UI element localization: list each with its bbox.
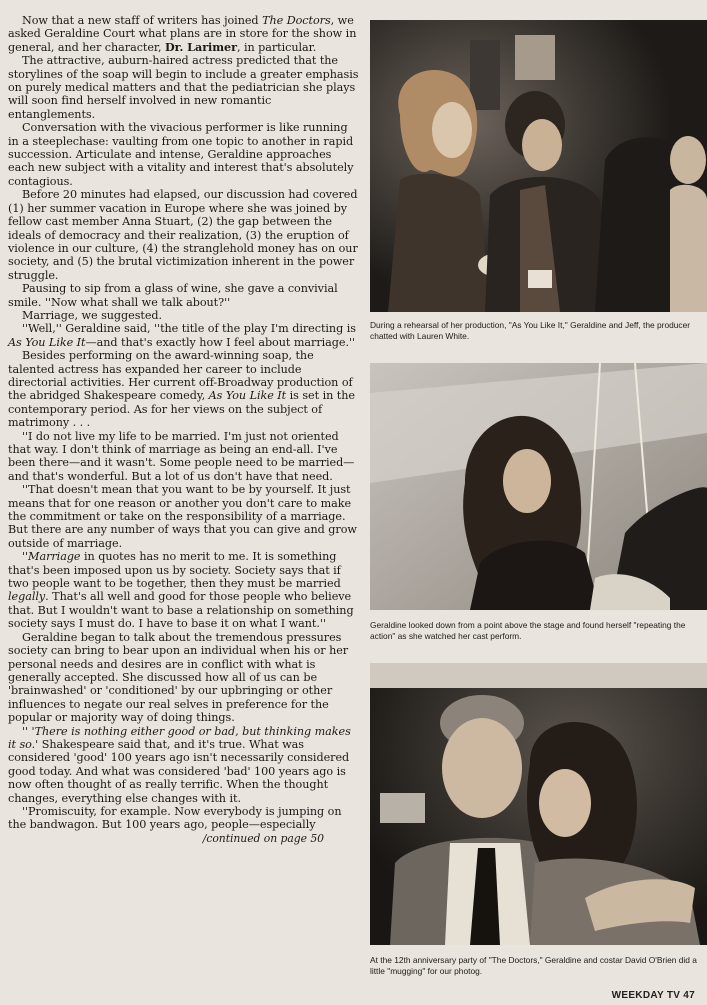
character-name: Dr. Larimer [165,39,237,54]
text: ''Well,'' Geraldine said, ''the title of the play I'm directing is [22,322,356,336]
continued-line: /continued on page 50 [202,831,324,845]
show-title: The Doctors [262,14,331,27]
text: —and that's exactly how I feel about marriage.'' [85,335,356,349]
text: . That's all well and good for those people who believe that. But I wouldn't want to base a relationship on something society says I must do. I have to base it on what I want.'' [8,590,354,631]
caption-anniversary-party: At the 12th anniversary party of "The Doctors," Geraldine and costar David O'Brien did a little "mugging" for our photog. [370,955,697,977]
caption-above-stage: Geraldine looked down from a point above the stage and found herself "repeating the action" as she watched her cast perform. [370,620,686,642]
text: legally [8,590,46,604]
text: in quotes has no merit to me. It is something that's been imposed upon us by society. Society says that if two people want to be together, then they must be married [8,550,341,591]
text: , in particular. [236,40,317,54]
paragraph-12: Geraldine began to talk about the tremendous pressures society can bring to bear upon an individual when his or her personal needs and desires are in conflict with what is generally accepted. She discussed how all of us can be 'brainwashed' or 'conditioned' by our upbringing or other influences to negate our real selves in preference for the popular or majority way of doing things. [8,630,349,725]
paragraph-11 [8,550,360,630]
text: is set in the contemporary period. As for her views on the subject of matrimony . . . [8,389,355,430]
paragraph-1 [8,14,360,54]
page-folio: WEEKDAY TV 47 [611,990,695,1001]
paragraph-4: Before 20 minutes had elapsed, our discussion had covered (1) her summer vacation in Europe where she was joined by fellow cast member Anna Stuart, (2) the gap between the ideals of democracy and their realization, (3) the eruption of violence in our culture, (4) the stranglehold money has on our society, and (5) the brutal victimization inherent in the power struggle. [8,188,358,282]
play-title: As You Like It [208,389,287,403]
caption-rehearsal: During a rehearsal of her production, "As You Like It," Geraldine and Jeff, the producer chatted with Lauren White. [370,320,691,342]
paragraph-9: ''I do not live my life to be married. I'm just not oriented that way. I don't think of marriage as being an end-all. I've been there—and it wasn't. Some people need to be married—and that's wonderful. But a lot of us don't have that need. [8,429,355,483]
paragraph-3: Conversation with the vivacious performer is like running in a steeplechase: vaulting from one topic to another in rapid succession. Articulate and intense, Geraldine approaches each new subject with a vitality and interest that's absolutely contagious. [8,121,354,188]
text: Now that a new staff of writers has joined [22,14,263,27]
play-title: As You Like It [8,335,86,349]
article-body [8,14,360,845]
text: ''Marriage [22,550,81,564]
paragraph-8 [8,349,360,429]
photo-above-stage [370,363,707,610]
text: Shakespeare said that, and it's true. What was considered 'good' 100 years ago isn't necessarily considered good today. And what was considered 'bad' 100 years ago is now often thought of as really terrific. When the thought changes, everything else changes with it. [8,737,350,805]
photo-rehearsal [370,20,707,312]
paragraph-13 [8,725,360,805]
paragraph-14: ''Promiscuity, for example. Now everybody is jumping on the bandwagon. But 100 years ago, people—especially [8,804,342,832]
paragraph-7 [8,322,360,349]
paragraph-10: ''That doesn't mean that you want to be by yourself. It just means that for one reason or another you don't care to make the commitment or take on the responsibility of a marriage. But there are any number of ways that you can give and grow outside of marriage. [8,483,357,550]
photo-anniversary-party [370,663,707,945]
text: , we asked Geraldine Court what plans are in store for the show in general, and her character, [8,14,357,54]
paragraph-6: Marriage, we suggested. [22,308,163,322]
text: Besides performing on the award-winning soap, the talented actress has expanded her career to include directorial activities. Her current off-Broadway production of the abridged Shakespeare comedy, [8,349,353,403]
paragraph-2: The attractive, auburn-haired actress predicted that the storylines of the soap will begin to include a greater emphasis on purely medical matters and that the pediatrician she plays will soon find herself involved in new romantic entanglements. [8,54,359,121]
paragraph-5: Pausing to sip from a glass of wine, she gave a convivial smile. ''Now what shall we talk about?'' [8,282,338,309]
quote: '' 'There is nothing either good or bad, but thinking makes it so.' [8,724,351,751]
